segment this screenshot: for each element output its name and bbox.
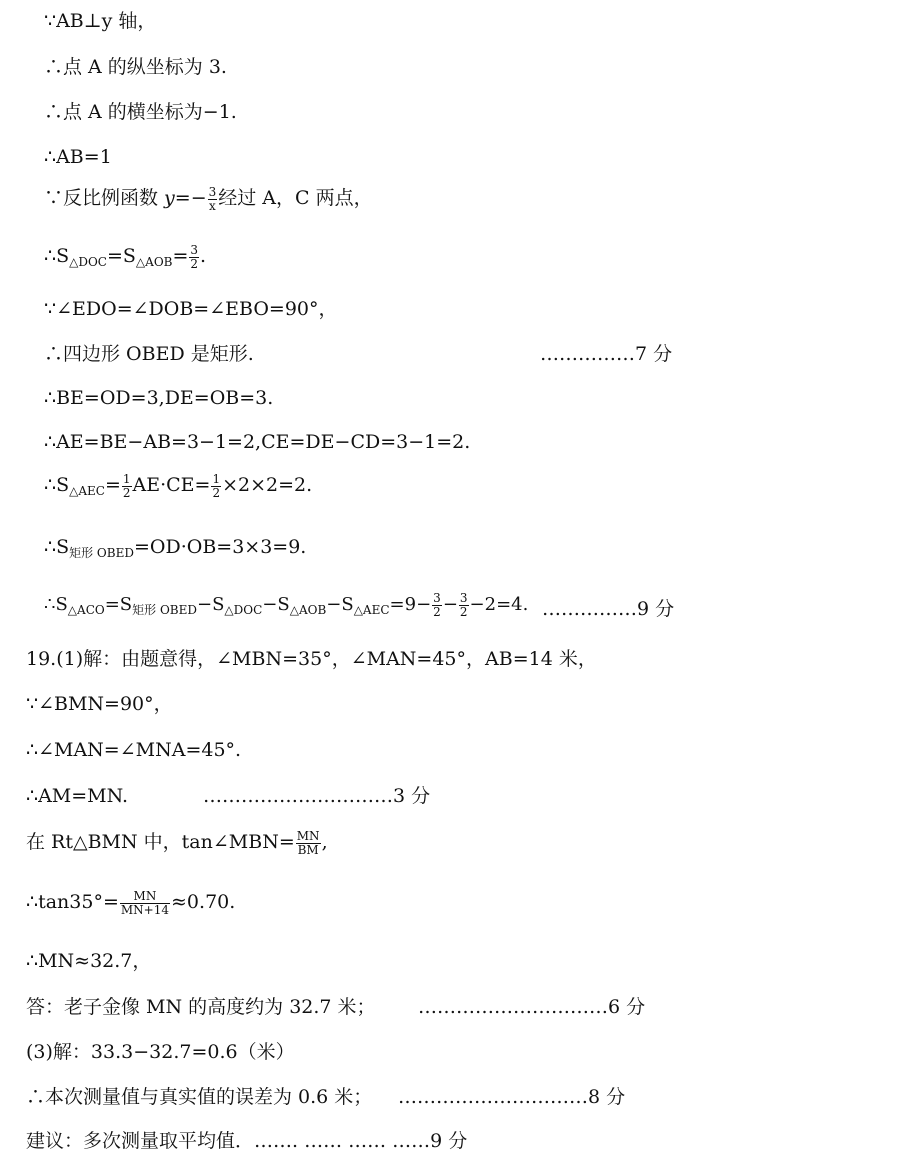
- fraction: $\frac{3}{2}$: [459, 591, 468, 619]
- text-line: ∵∠BMN=90°，: [26, 693, 173, 715]
- fraction: $\frac{1}{2}$: [212, 472, 221, 500]
- text-line: ∵∠EDO=∠DOB=∠EBO=90°，: [44, 298, 338, 320]
- text-line: 答：老子金像 MN 的高度约为 32.7 米；: [26, 996, 376, 1018]
- score-mark: …………………………6 分: [418, 996, 646, 1018]
- fraction: $\frac{MN}{MN+14}$: [120, 889, 170, 917]
- text-line: ∴MN≈32.7，: [26, 950, 152, 972]
- text-line: ∴四边形 OBED 是矩形.: [44, 343, 254, 365]
- text-line: $\therefore S_{矩形 OBED}=OD\cdot OB=3\times 3=9$.: [44, 536, 307, 560]
- fraction: $\frac{1}{2}$: [122, 472, 131, 500]
- text-line: ∴点 A 的横坐标为−1.: [44, 101, 237, 123]
- fraction: $\frac{3}{2}$: [190, 243, 199, 271]
- text-line-fraction: $\therefore S_{\triangle AEC}=$ $\frac{1}{2}$ AE·CE= $\frac{1}{2}$ ×2×2=2.: [44, 472, 313, 500]
- text-line-fraction: ∴tan35°= $\frac{MN}{MN+14}$ ≈0.70.: [26, 889, 236, 917]
- text-line: ∴AM=MN.: [26, 785, 129, 807]
- question-heading: 19.(1)解：由题意得，∠MBN=35°，∠MAN=45°，AB=14 米，: [26, 648, 597, 670]
- text-line: (3)解：33.3−32.7=0.6（米）: [26, 1041, 295, 1063]
- text-line: ∴点 A 的纵坐标为 3.: [44, 56, 227, 78]
- text-line: ∴AB=1: [44, 146, 112, 168]
- fraction: $\frac{MN}{BM}$: [296, 829, 320, 857]
- score-mark: …………………………8 分: [398, 1086, 626, 1108]
- fraction: $\frac{3}{2}$: [433, 591, 441, 619]
- text-line-fraction: $\therefore S_{\triangle ACO}=S_{矩形 OBED}-S_{\triangle DOC}-S_{\triangle AOB}-S_{\triangle AEC}=9-$ $\frac{3}{2}$ − $\frac{3}{2}$ −2=4.: [44, 591, 529, 619]
- text-line: ∴BE=OD=3,DE=OB=3.: [44, 387, 274, 409]
- score-mark: ……………7 分: [540, 343, 673, 365]
- text-line-fraction: 在 Rt△BMN 中，tan∠MBN= $\frac{MN}{BM}$ ,: [26, 829, 328, 857]
- fraction: $\frac{3}{x}$: [208, 185, 217, 213]
- text-line-fraction: ∵反比例函数 y=− $\frac{3}{x}$ 经过 A，C 两点，: [44, 185, 373, 213]
- text-line: ∴∠MAN=∠MNA=45°.: [26, 739, 242, 761]
- score-mark: ……………9 分: [542, 598, 675, 620]
- text-line: 建议：多次测量取平均值．……. …… …… ……9 分: [26, 1130, 468, 1152]
- text-line: ∵AB⊥y 轴，: [44, 10, 157, 32]
- text-line: ∴本次测量值与真实值的误差为 0.6 米；: [26, 1086, 373, 1108]
- score-mark: …………………………3 分: [203, 785, 431, 807]
- text-line-fraction: $\therefore S_{\triangle DOC}=S_{\triangle AOB}=$ $\frac{3}{2}$ .: [44, 243, 207, 271]
- text-line: ∴AE=BE−AB=3−1=2,CE=DE−CD=3−1=2.: [44, 431, 471, 453]
